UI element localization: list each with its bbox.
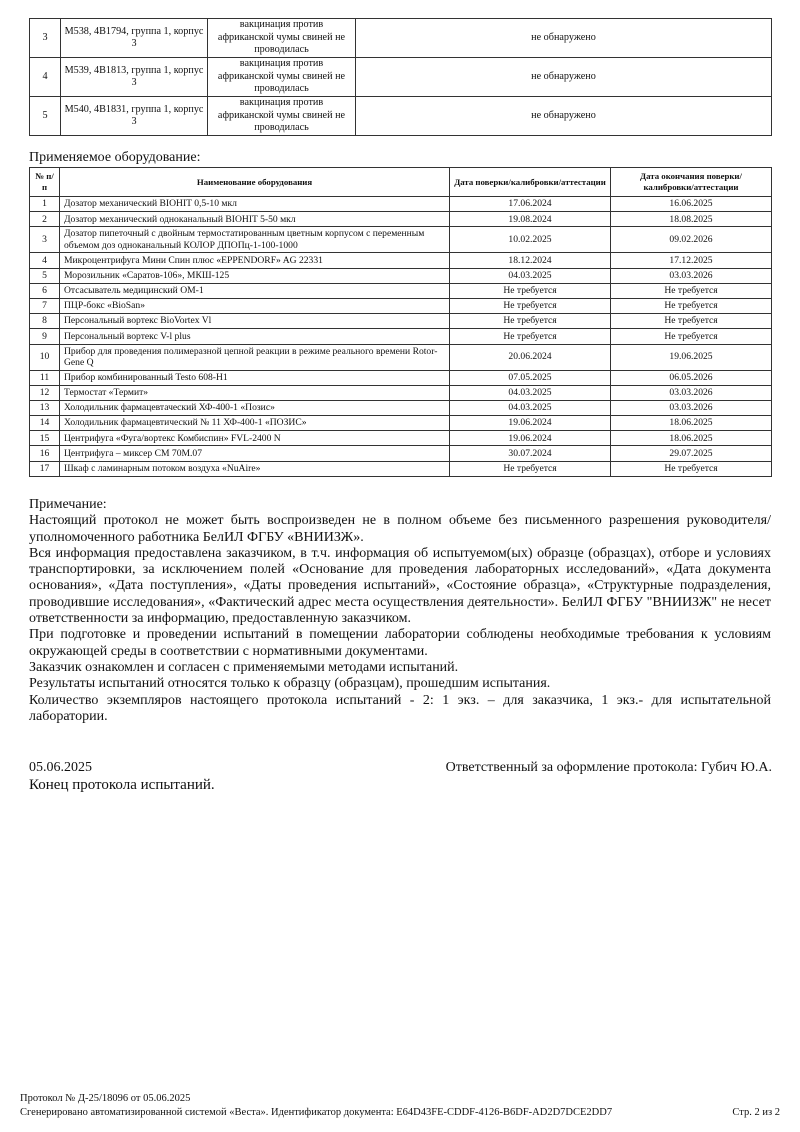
equipment-name: Шкаф с ламинарным потоком воздуха «NuAire»: [60, 461, 450, 476]
sample-id: M540, 4B1831, группа 1, корпус 3: [61, 97, 208, 136]
signature-date: 05.06.2025: [29, 760, 92, 775]
equipment-table: [29, 167, 772, 477]
row-num: 3: [30, 227, 60, 253]
sample-number: 4: [30, 58, 61, 97]
table-row: [30, 461, 772, 476]
date-end: 18.06.2025: [611, 431, 772, 446]
date-end: 18.08.2025: [611, 212, 772, 227]
equipment-section-title: Применяемое оборудование:: [29, 150, 201, 165]
equipment-name: Морозильник «Саратов-106», МКШ-125: [60, 268, 450, 283]
table-row: [30, 268, 772, 283]
date-check: 04.03.2025: [450, 400, 611, 415]
table-row: [30, 227, 772, 253]
table-row: [30, 431, 772, 446]
row-num: 14: [30, 416, 60, 431]
table-row: [30, 314, 772, 329]
table-row: [30, 253, 772, 268]
row-num: 8: [30, 314, 60, 329]
equipment-name: Персональный вортекс V-l plus: [60, 329, 450, 344]
equipment-name: Микроцентрифуга Мини Спин плюс «EPPENDORF» AG 22331: [60, 253, 450, 268]
equipment-name: Прибор для проведения полимеразной цепной реакции в режиме реального времени Rotor-Gene Q: [60, 344, 450, 370]
sample-id: M538, 4B1794, группа 1, корпус 3: [61, 19, 208, 58]
date-check: Не требуется: [450, 283, 611, 298]
sample-number: 5: [30, 97, 61, 136]
row-num: 13: [30, 400, 60, 415]
sample-result: не обнаружено: [356, 58, 772, 97]
date-end: Не требуется: [611, 283, 772, 298]
note-paragraph: Вся информация предоставлена заказчиком, в т.ч. информация об испытуемом(ых) образце (образцах), отборе и условиях транспортировки, за исключением полей «Основание для проведения лабораторных исследований», «Дата документа основания», «Дата поступления», «Даты проведения испытаний», «Состояние образца», «Структурные подразделения, проводившие исследования», «Фактический адрес места осуществления деятельности». БелИЛ ФГБУ "ВНИИЗЖ" не несет ответственности за информацию, предоставленную заказчиком.: [29, 545, 771, 627]
row-num: 4: [30, 253, 60, 268]
note-paragraph: Настоящий протокол не может быть воспроизведен не в полном объеме без письменного разрешения руководителя/уполномоченного работника БелИЛ ФГБУ «ВНИИЗЖ».: [29, 513, 771, 545]
row-num: 9: [30, 329, 60, 344]
date-check: Не требуется: [450, 461, 611, 476]
table-row: [30, 416, 772, 431]
table-header-row: [30, 168, 772, 197]
sample-vaccination: вакцинация против африканской чумы свиней не проводилась: [208, 19, 356, 58]
date-check: 07.05.2025: [450, 370, 611, 385]
date-check: Не требуется: [450, 314, 611, 329]
date-check: 10.02.2025: [450, 227, 611, 253]
table-row: [30, 197, 772, 212]
equipment-name: Дозатор пипеточный с двойным термостатированным цветным корпусом с переменным объемом доз одноканальный КОЛОР ДПОПц-1-100-1000: [60, 227, 450, 253]
row-num: 15: [30, 431, 60, 446]
sample-result: не обнаружено: [356, 97, 772, 136]
date-end: Не требуется: [611, 298, 772, 313]
equipment-name: Холодильник фармацевтический № 11 ХФ-400-1 «ПОЗИС»: [60, 416, 450, 431]
date-check: 18.12.2024: [450, 253, 611, 268]
table-row: [30, 329, 772, 344]
header-name: Наименование оборудования: [60, 168, 450, 197]
date-end: 16.06.2025: [611, 197, 772, 212]
date-end: 03.03.2026: [611, 400, 772, 415]
note-paragraph: Количество экземпляров настоящего протокола испытаний - 2: 1 экз. – для заказчика, 1 экз.- для испытательной лаборатории.: [29, 692, 771, 724]
row-num: 2: [30, 212, 60, 227]
date-end: Не требуется: [611, 329, 772, 344]
date-check: 19.06.2024: [450, 431, 611, 446]
equipment-name: Персональный вортекс BioVortex Vl: [60, 314, 450, 329]
header-num: № п/п: [30, 168, 60, 197]
sample-id: M539, 4B1813, группа 1, корпус 3: [61, 58, 208, 97]
date-end: 03.03.2026: [611, 385, 772, 400]
page-number: Стр. 2 из 2: [732, 1107, 780, 1118]
date-check: Не требуется: [450, 298, 611, 313]
date-check: 19.08.2024: [450, 212, 611, 227]
table-row: [30, 446, 772, 461]
responsible-person: Ответственный за оформление протокола: Губич Ю.А.: [445, 760, 772, 775]
notes-section: [29, 497, 771, 725]
date-end: 19.06.2025: [611, 344, 772, 370]
table-row: [30, 298, 772, 313]
date-check: Не требуется: [450, 329, 611, 344]
date-check: 04.03.2025: [450, 385, 611, 400]
note-paragraph: Заказчик ознакомлен и согласен с применяемыми методами испытаний.: [29, 659, 459, 675]
row-num: 16: [30, 446, 60, 461]
table-row: [30, 19, 772, 58]
footer-generated-by: Сгенерировано автоматизированной системой «Веста». Идентификатор документа: E64D43FE-CDDF-4126-B6DF-AD2D7DCE2DD7: [20, 1107, 613, 1118]
equipment-name: Центрифуга «Фуга/вортекс Комбиспин» FVL-2400 N: [60, 431, 450, 446]
row-num: 17: [30, 461, 60, 476]
end-of-protocol: Конец протокола испытаний.: [29, 777, 215, 793]
equipment-name: ПЦР-бокс «BioSan»: [60, 298, 450, 313]
date-end: 09.02.2026: [611, 227, 772, 253]
equipment-name: Дозатор механический одноканальный BIOHIT 5-50 мкл: [60, 212, 450, 227]
date-end: 06.05.2026: [611, 370, 772, 385]
date-end: 18.06.2025: [611, 416, 772, 431]
date-end: Не требуется: [611, 461, 772, 476]
equipment-name: Термостат «Термит»: [60, 385, 450, 400]
table-row: [30, 400, 772, 415]
equipment-name: Дозатор механический BIOHIT 0,5-10 мкл: [60, 197, 450, 212]
sample-result: не обнаружено: [356, 19, 772, 58]
date-end: Не требуется: [611, 314, 772, 329]
date-check: 19.06.2024: [450, 416, 611, 431]
equipment-name: Холодильник фармацевтачеcкий ХФ-400-1 «Позис»: [60, 400, 450, 415]
date-check: 30.07.2024: [450, 446, 611, 461]
table-row: [30, 97, 772, 136]
footer-protocol-number: Протокол № Д-25/18096 от 05.06.2025: [20, 1093, 191, 1104]
row-num: 5: [30, 268, 60, 283]
date-check: 04.03.2025: [450, 268, 611, 283]
equipment-name: Отсасыватель медицинский ОМ-1: [60, 283, 450, 298]
row-num: 1: [30, 197, 60, 212]
notes-title: Примечание:: [29, 497, 107, 512]
header-date-end: Дата окончания поверки/калибровки/аттестации: [611, 168, 772, 197]
table-row: [30, 370, 772, 385]
table-row: [30, 212, 772, 227]
date-check: 17.06.2024: [450, 197, 611, 212]
samples-table: [29, 18, 772, 136]
table-row: [30, 58, 772, 97]
table-row: [30, 283, 772, 298]
date-end: 29.07.2025: [611, 446, 772, 461]
row-num: 12: [30, 385, 60, 400]
equipment-name: Центрифуга – миксер СМ 70М.07: [60, 446, 450, 461]
table-row: [30, 385, 772, 400]
sample-vaccination: вакцинация против африканской чумы свиней не проводилась: [208, 58, 356, 97]
date-check: 20.06.2024: [450, 344, 611, 370]
table-row: [30, 344, 772, 370]
sample-number: 3: [30, 19, 61, 58]
equipment-name: Прибор комбинированный Testo 608-H1: [60, 370, 450, 385]
note-paragraph: При подготовке и проведении испытаний в помещении лаборатории соблюдены необходимые требования к условиям окружающей среды в соответствии с нормативными документами.: [29, 627, 771, 659]
header-date-check: Дата поверки/калибровки/аттестации: [450, 168, 611, 197]
date-end: 17.12.2025: [611, 253, 772, 268]
note-paragraph: Результаты испытаний относятся только к образцу (образцам), прошедшим испытания.: [29, 676, 551, 692]
sample-vaccination: вакцинация против африканской чумы свиней не проводилась: [208, 97, 356, 136]
row-num: 11: [30, 370, 60, 385]
row-num: 10: [30, 344, 60, 370]
date-end: 03.03.2026: [611, 268, 772, 283]
row-num: 7: [30, 298, 60, 313]
row-num: 6: [30, 283, 60, 298]
